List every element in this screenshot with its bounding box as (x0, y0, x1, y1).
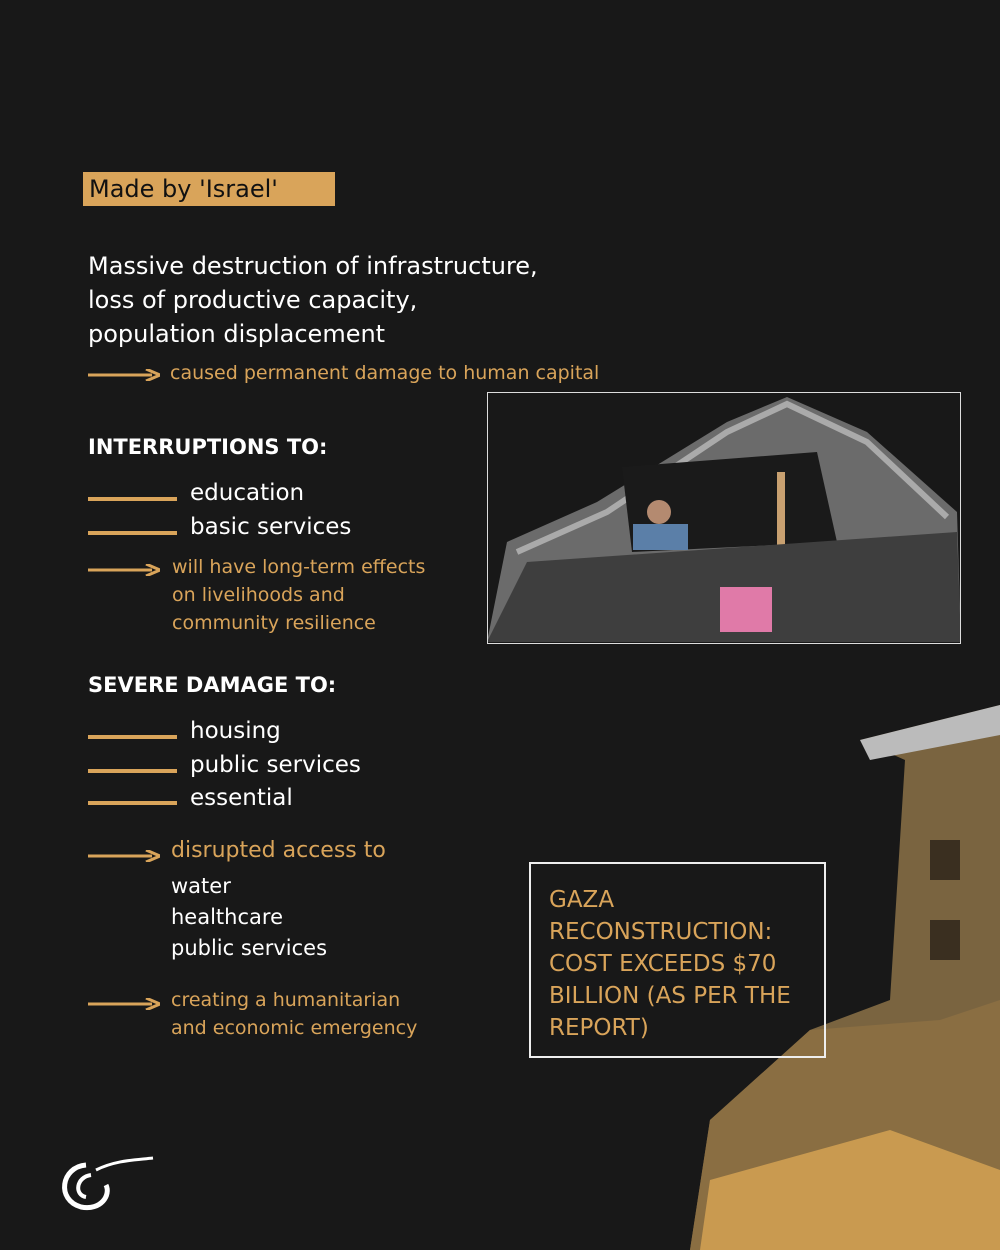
intro-line: Massive destruction of infrastructure, (88, 252, 538, 280)
tent-photo (487, 392, 961, 644)
damage-item: public services (190, 752, 361, 778)
final-line: and economic emergency (171, 1017, 418, 1039)
interruption-item: basic services (190, 514, 352, 540)
bullet-line (88, 769, 177, 773)
access-item: water (171, 874, 231, 898)
arrow-icon (88, 564, 160, 576)
consequence-line: will have long-term effects (172, 556, 426, 578)
bullet-line (88, 735, 177, 739)
title-badge: Made by 'Israel' (83, 172, 335, 206)
interruption-item: education (190, 480, 305, 506)
damage-item: housing (190, 718, 281, 744)
arrow-icon (88, 369, 160, 381)
damage-item: essential (190, 785, 293, 811)
damage-consequence: disrupted access to (171, 838, 386, 863)
access-item: healthcare (171, 905, 283, 929)
intro-consequence: caused permanent damage to human capital (170, 362, 600, 384)
consequence-line: on livelihoods and (172, 584, 345, 606)
consequence-line: community resilience (172, 612, 376, 634)
intro-line: loss of productive capacity, (88, 286, 418, 314)
intro-line: population displacement (88, 320, 386, 348)
final-line: creating a humanitarian (171, 989, 401, 1011)
bullet-line (88, 497, 177, 501)
interruptions-heading: INTERRUPTIONS TO: (88, 435, 328, 459)
access-item: public services (171, 936, 328, 960)
access-list (171, 871, 327, 964)
interruptions-consequence (172, 553, 425, 637)
bullet-line (88, 801, 177, 805)
intro-text (88, 249, 538, 351)
bullet-line (88, 531, 177, 535)
callout-text: GAZA RECONSTRUCTION: COST EXCEEDS $70 BILLION (AS PER THE REPORT) (549, 887, 791, 1041)
reconstruction-cost-callout (529, 862, 826, 1058)
arrow-icon (88, 850, 160, 862)
al-mayadeen-logo (56, 1155, 156, 1213)
severe-damage-heading: SEVERE DAMAGE TO: (88, 673, 337, 697)
final-consequence (171, 986, 417, 1042)
arrow-icon (88, 998, 160, 1010)
